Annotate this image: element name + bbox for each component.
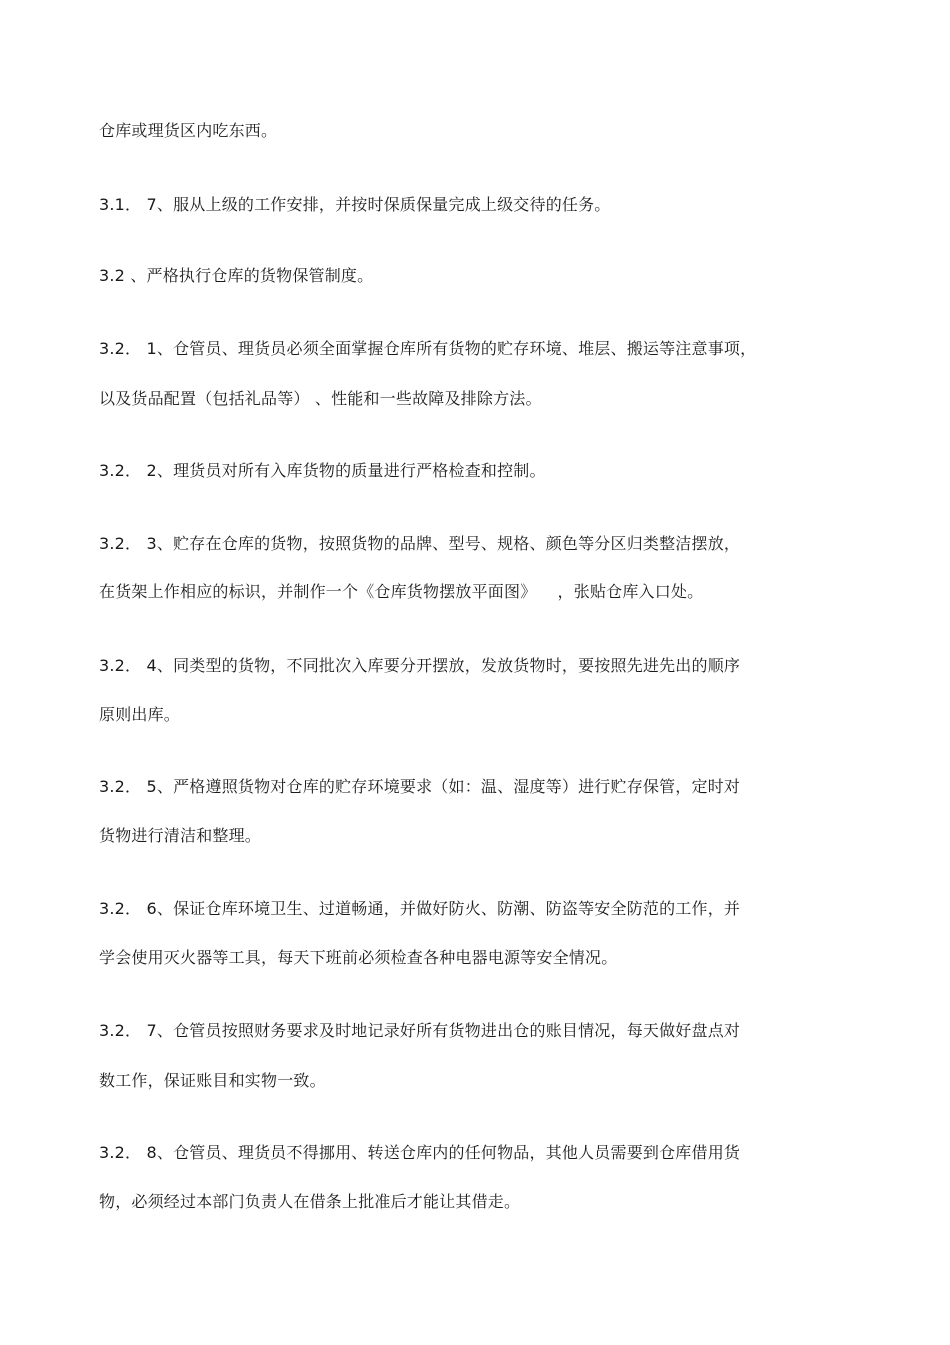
section-heading: 3.2 、严格执行仓库的货物保管制度。 xyxy=(99,266,374,285)
text-line: 原则出库。 xyxy=(99,705,181,724)
text-line: 3.2． 6、保证仓库环境卫生、过道畅通，并做好防火、防潮、防盗等安全防范的工作，并 xyxy=(99,899,741,918)
text-line: 3.2． 5、严格遵照货物对仓库的贮存环境要求（如：温、湿度等）进行贮存保管，定时对 xyxy=(99,777,741,796)
text-line: 在货架上作相应的标识，并制作一个《仓库货物摆放平面图》 ，张贴仓库入口处。 xyxy=(99,582,704,601)
text-line: 以及货品配置（包括礼品等） 、性能和一些故障及排除方法。 xyxy=(99,389,542,408)
text-line: 学会使用灭火器等工具，每天下班前必须检查各种电器电源等安全情况。 xyxy=(99,948,618,967)
text-line: 3.2． 1、仓管员、理货员必须全面掌握仓库所有货物的贮存环境、堆层、搬运等注意事项， xyxy=(99,339,757,358)
text-line: 仓库或理货区内吃东西。 xyxy=(99,121,278,140)
text-line: 3.2． 4、同类型的货物，不同批次入库要分开摆放，发放货物时，要按照先进先出的顺序 xyxy=(99,656,741,675)
text-line: 数工作，保证账目和实物一致。 xyxy=(99,1071,326,1090)
text-line: 3.2． 8、仓管员、理货员不得挪用、转送仓库内的任何物品，其他人员需要到仓库借用货 xyxy=(99,1143,741,1162)
text-line: 3.2． 2、理货员对所有入库货物的质量进行严格检查和控制。 xyxy=(99,461,546,480)
text-line: 3.2． 7、仓管员按照财务要求及时地记录好所有货物进出仓的账目情况，每天做好盘点对 xyxy=(99,1021,741,1040)
text-line: 物，必须经过本部门负责人在借条上批准后才能让其借走。 xyxy=(99,1192,521,1211)
text-line: 3.1． 7、服从上级的工作安排，并按时保质保量完成上级交待的任务。 xyxy=(99,195,611,214)
text-line: 货物进行清洁和整理。 xyxy=(99,826,262,845)
text-line: 3.2． 3、贮存在仓库的货物，按照货物的品牌、型号、规格、颜色等分区归类整洁摆放， xyxy=(99,534,741,553)
